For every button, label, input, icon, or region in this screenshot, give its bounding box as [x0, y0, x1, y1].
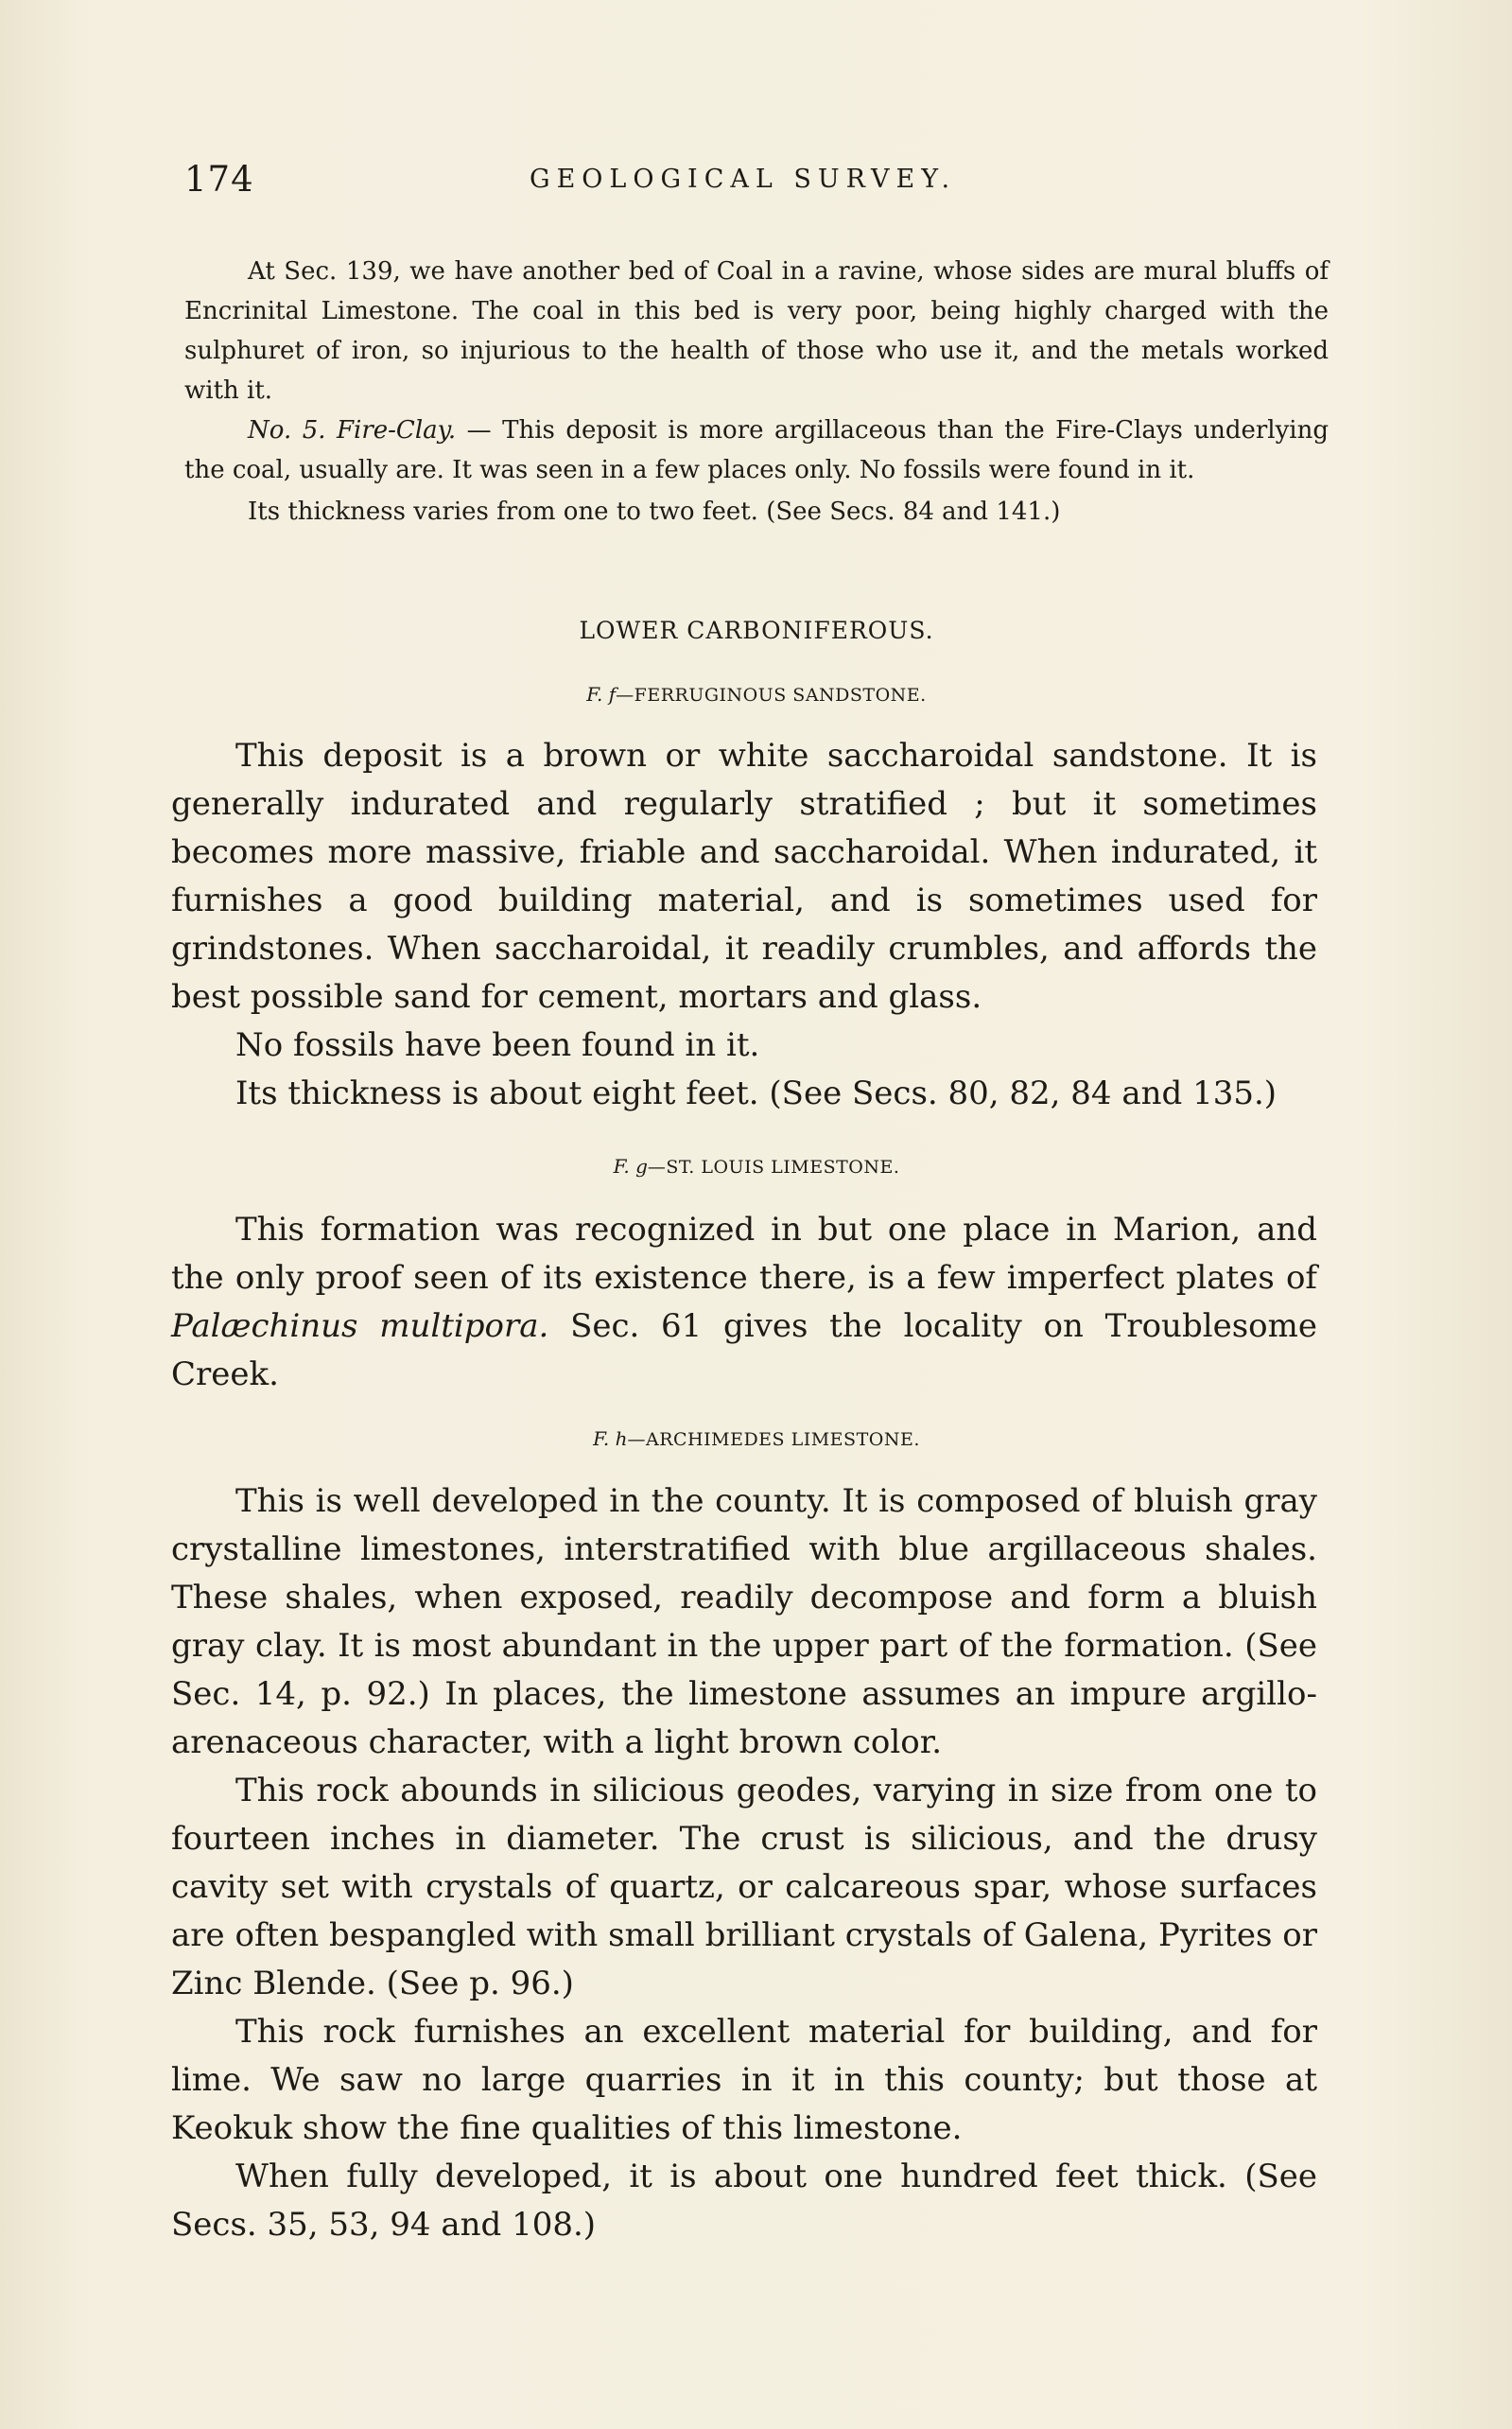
paragraph-sandstone-fossils: No fossils have been found in it.	[235, 1026, 760, 1064]
paragraph-sandstone-thickness: Its thickness is about eight feet. (See Secs. 80, 82, 84 and 135.)	[235, 1075, 1277, 1112]
paragraph-st-louis	[171, 1206, 1317, 1399]
running-title: GEOLOGICAL SURVEY.	[530, 165, 957, 194]
paragraph-archimedes-description: This is well developed in the county. It is composed of bluish gray crystalline limestones, interstratified with blue argillaceous shales. These shales, when exposed, readily decompose and form a bluish gray clay. It is most abundant in the upper part of the formation. (See Sec. 14, p. 92.) In places, the limestone assumes an impure argillo-arenaceous character, with a light brown color.	[171, 1482, 1317, 1761]
fire-clay-label: No. 5. Fire-Clay.	[248, 416, 457, 445]
subheading-ferruginous-sandstone	[184, 683, 1329, 706]
st-louis-text-b: Sec. 61 gives the locality on Troublesome Creek.	[171, 1307, 1317, 1393]
fire-clay-text: — This deposit is more argillaceous than the Fire-Clays underlying the coal, usually are. It was seen in a few places only. No fossils were found in it.	[184, 416, 1329, 484]
running-head	[184, 159, 1329, 201]
paragraph-sandstone-description: This deposit is a brown or white saccharoidal sandstone. It is generally indurated and regularly stratified ; but it sometimes becomes more massive, friable and saccharoidal. When indurated, it furnishes a good building material, and is sometimes used for grindstones. When saccharoidal, it readily crumbles, and affords the best possible sand for cement, mortars and glass.	[171, 737, 1317, 1016]
formation-label-h: F. h	[593, 1427, 628, 1450]
paragraph-fire-clay-thickness: Its thickness varies from one to two feet. (See Secs. 84 and 141.)	[248, 498, 1061, 526]
formation-label-f: F. f	[586, 683, 617, 706]
paragraph-archimedes-thickness: When fully developed, it is about one hundred feet thick. (See Secs. 35, 53, 94 and 108.)	[171, 2158, 1317, 2244]
paragraph-coal-sec-139: At Sec. 139, we have another bed of Coal in a ravine, whose sides are mural bluffs of Encrinital Limestone. The coal in this bed is very poor, being highly charged with the sulphuret of iron, so injurious to the health of those who use it, and the metals worked with it.	[184, 257, 1329, 405]
subheading-archimedes-limestone	[184, 1427, 1329, 1450]
page-number: 174	[184, 159, 254, 200]
st-louis-text-a: This formation was recognized in but one place in Marion, and the only proof seen of its existence there, is a few imperfect plates of	[171, 1211, 1317, 1297]
formation-name-f: —FERRUGINOUS SANDSTONE.	[616, 685, 927, 706]
intro-small-print	[184, 252, 1329, 532]
subheading-st-louis-limestone	[184, 1155, 1329, 1178]
species-name: Palæchinus multipora.	[171, 1307, 549, 1345]
formation-label-g: F. g	[613, 1155, 648, 1178]
archimedes-limestone-text	[171, 1477, 1317, 2249]
formation-name-g: —ST. LOUIS LIMESTONE.	[647, 1157, 900, 1178]
paragraph-fire-clay	[184, 411, 1329, 490]
paragraph-archimedes-geodes: This rock abounds in silicious geodes, varying in size from one to fourteen inches in diameter. The crust is silicious, and the drusy cavity set with crystals of quartz, or calcareous spar, whose surfaces are often bespangled with small brilliant crystals of Galena, Pyrites or Zinc Blende. (See p. 96.)	[171, 1772, 1317, 2002]
paragraph-archimedes-uses: This rock furnishes an excellent material for building, and for lime. We saw no large quarries in it in this county; but those at Keokuk show the fine qualities of this limestone.	[171, 2013, 1317, 2147]
st-louis-limestone-text	[171, 1206, 1317, 1399]
ferruginous-sandstone-text	[171, 732, 1317, 1118]
section-heading-lower-carboniferous: LOWER CARBONIFEROUS.	[579, 617, 934, 644]
formation-name-h: —ARCHIMEDES LIMESTONE.	[627, 1429, 920, 1450]
